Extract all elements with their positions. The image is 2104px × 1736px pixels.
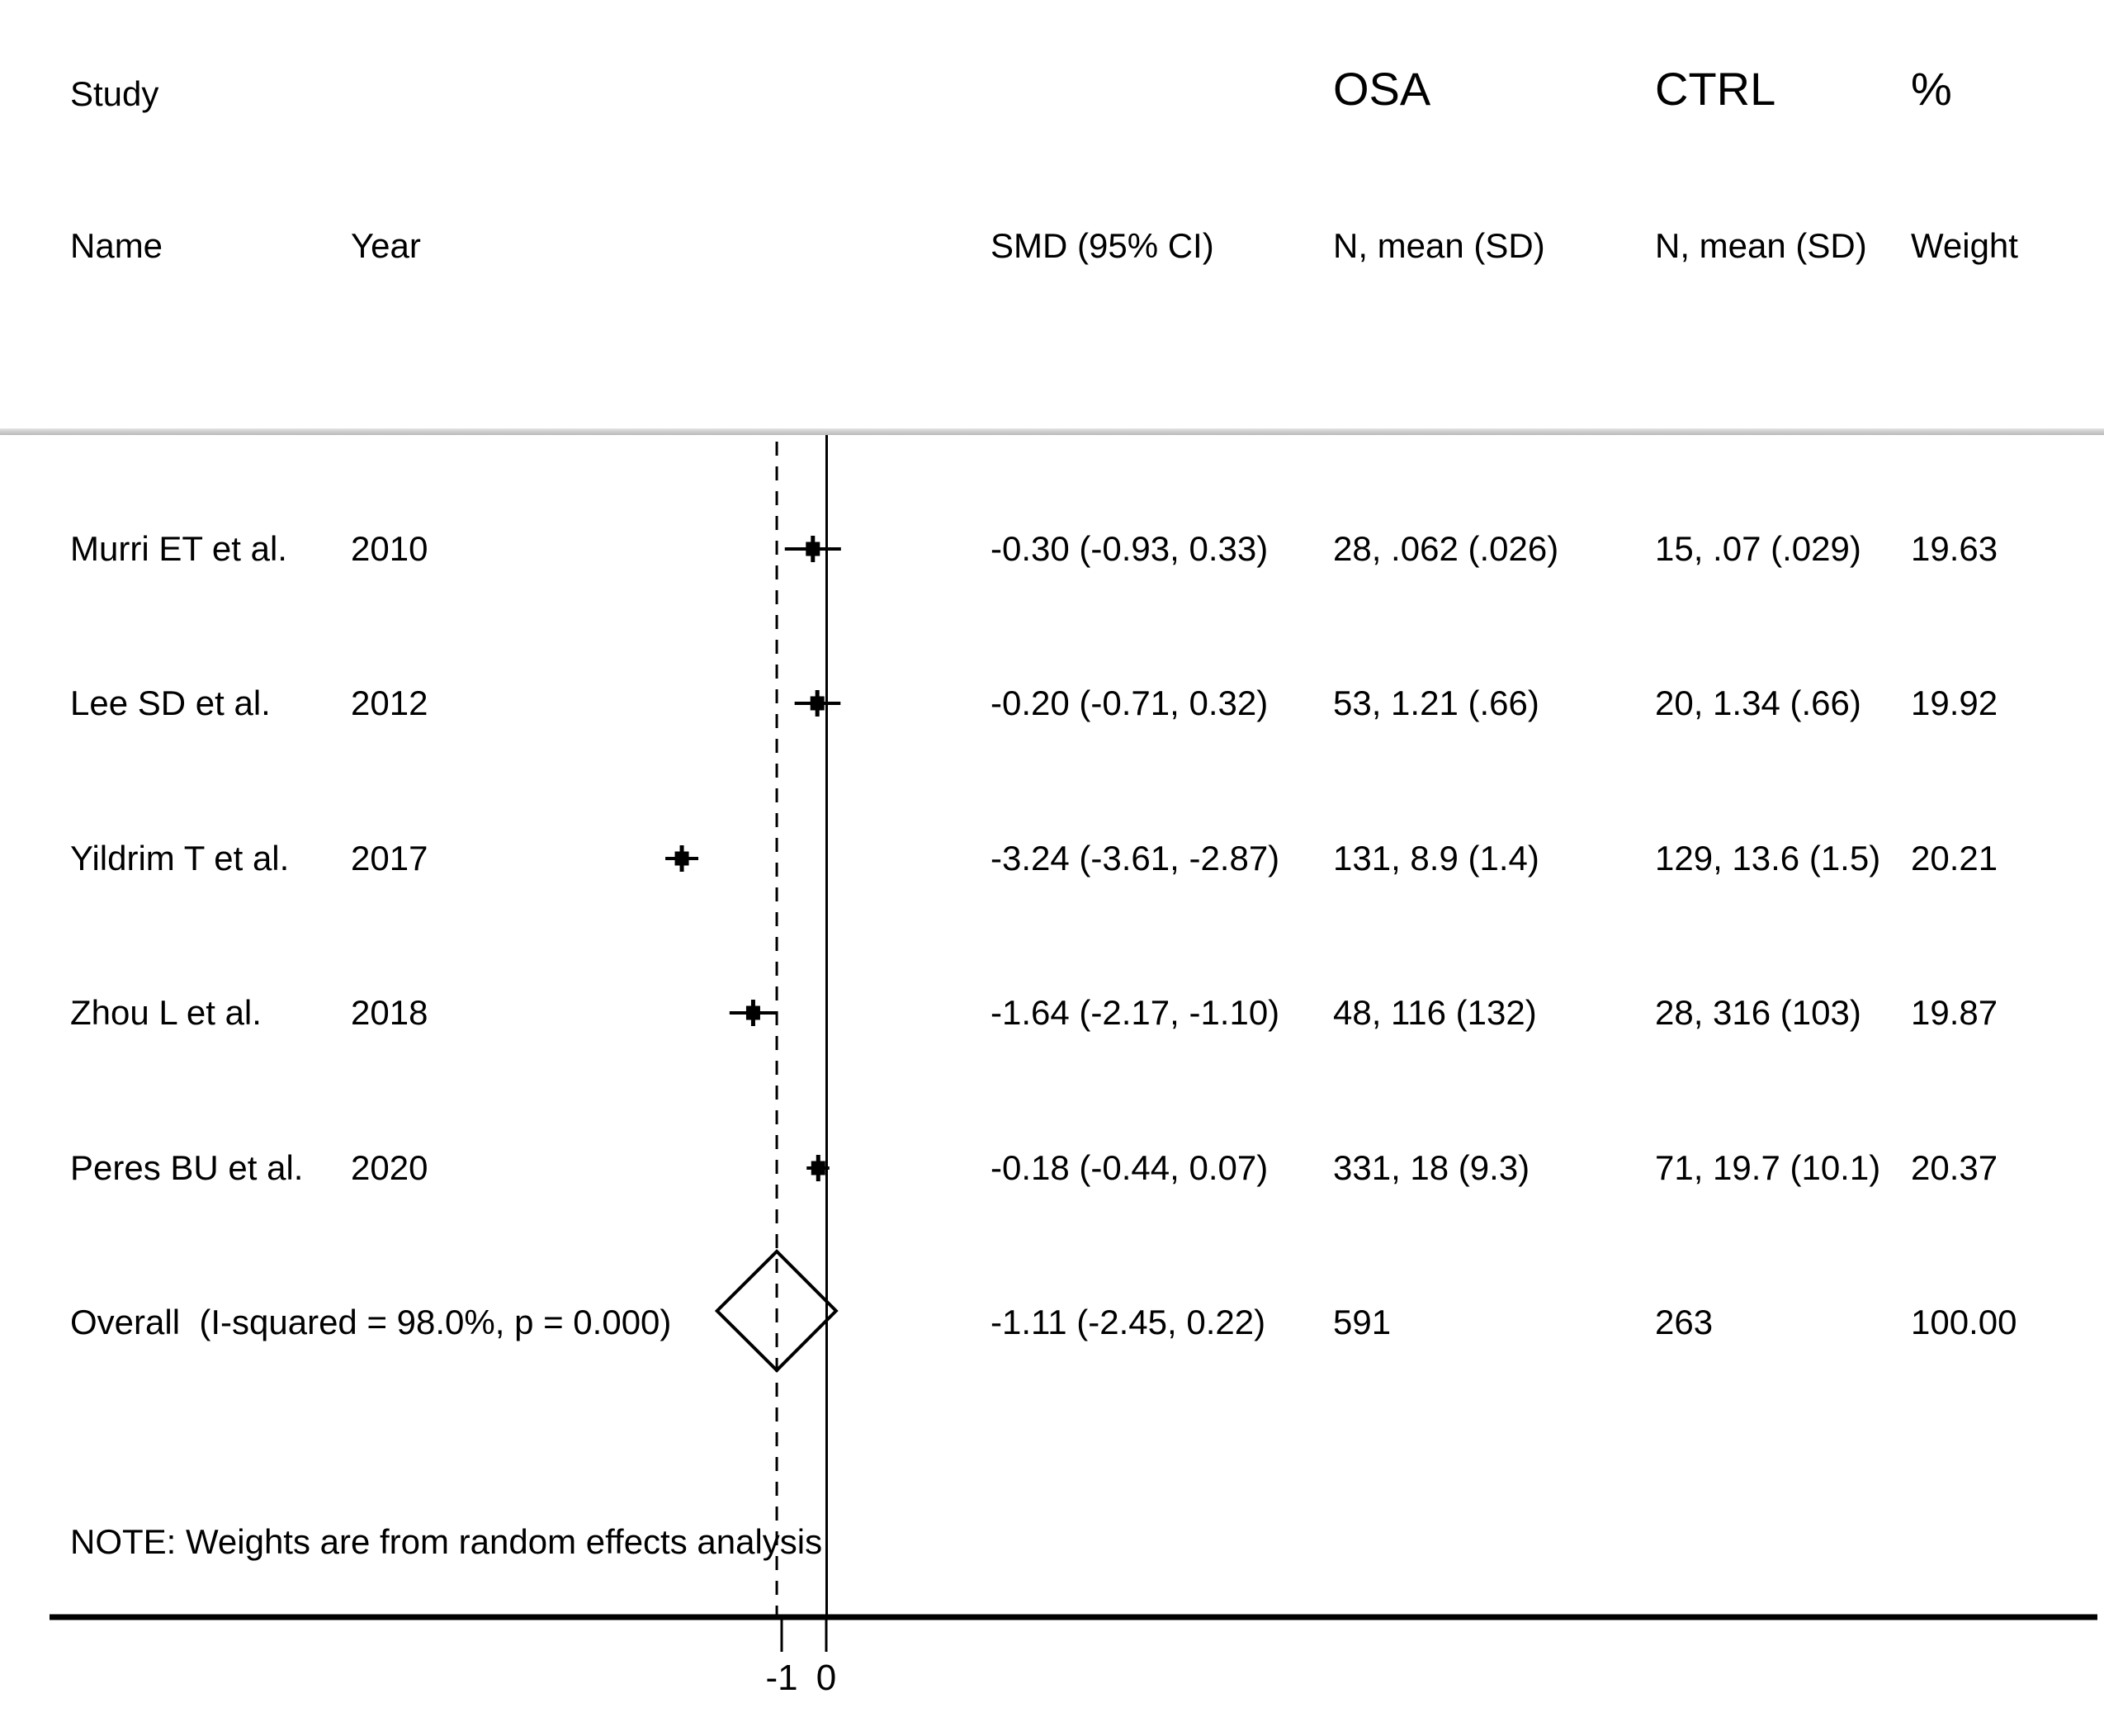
study-name: Peres BU et al. [70, 1148, 304, 1187]
overall-weight: 100.00 [1911, 1303, 2017, 1341]
study-ctrl-n-mean-sd: 28, 316 (103) [1655, 993, 1861, 1032]
x-axis-label-neg1: -1 [765, 1658, 798, 1698]
study-smd-ci: -0.30 (-0.93, 0.33) [991, 529, 1269, 568]
study-ctrl-n-mean-sd: 71, 19.7 (10.1) [1655, 1148, 1881, 1187]
effect-marker-square [811, 1161, 825, 1175]
overall-ctrl-n: 263 [1655, 1303, 1714, 1341]
column-header-osa-n-mean-sd: N, mean (SD) [1333, 226, 1545, 265]
study-weight: 20.21 [1911, 839, 1998, 877]
study-smd-ci: -1.64 (-2.17, -1.10) [991, 993, 1280, 1032]
study-osa-n-mean-sd: 131, 8.9 (1.4) [1333, 839, 1539, 877]
random-effects-note: NOTE: Weights are from random effects analysis [70, 1522, 823, 1561]
column-header-study: Study [70, 74, 159, 113]
study-ctrl-n-mean-sd: 15, .07 (.029) [1655, 529, 1861, 568]
overall-label: Overall (I-squared = 98.0%, p = 0.000) [70, 1303, 672, 1341]
effect-marker-square [811, 697, 825, 711]
study-smd-ci: -0.18 (-0.44, 0.07) [991, 1148, 1269, 1187]
study-year: 2012 [351, 684, 428, 722]
column-header-smd-ci: SMD (95% CI) [991, 226, 1214, 265]
effect-marker-square [746, 1006, 760, 1020]
effect-marker-square [675, 852, 689, 866]
study-ctrl-n-mean-sd: 20, 1.34 (.66) [1655, 684, 1861, 722]
overall-osa-n: 591 [1333, 1303, 1392, 1341]
study-name: Zhou L et al. [70, 993, 262, 1032]
study-name: Lee SD et al. [70, 684, 271, 722]
column-header-ctrl-n-mean-sd: N, mean (SD) [1655, 226, 1867, 265]
study-smd-ci: -0.20 (-0.71, 0.32) [991, 684, 1269, 722]
study-osa-n-mean-sd: 48, 116 (132) [1333, 993, 1537, 1032]
study-weight: 19.63 [1911, 529, 1998, 568]
study-weight: 19.92 [1911, 684, 1998, 722]
study-year: 2010 [351, 529, 428, 568]
column-header-osa-group: OSA [1333, 63, 1431, 115]
overall-smd-ci: -1.11 (-2.45, 0.22) [991, 1303, 1266, 1341]
study-osa-n-mean-sd: 28, .062 (.026) [1333, 529, 1559, 568]
study-osa-n-mean-sd: 331, 18 (9.3) [1333, 1148, 1530, 1187]
study-name: Murri ET et al. [70, 529, 287, 568]
study-name: Yildrim T et al. [70, 839, 290, 877]
column-header-percent: % [1911, 63, 1952, 115]
column-header-name: Name [70, 226, 163, 265]
study-year: 2017 [351, 839, 428, 877]
study-weight: 20.37 [1911, 1148, 1998, 1187]
study-smd-ci: -3.24 (-3.61, -2.87) [991, 839, 1280, 877]
column-header-weight: Weight [1911, 226, 2018, 265]
study-year: 2018 [351, 993, 428, 1032]
study-osa-n-mean-sd: 53, 1.21 (.66) [1333, 684, 1539, 722]
study-weight: 19.87 [1911, 993, 1998, 1032]
effect-marker-square [806, 542, 820, 556]
study-ctrl-n-mean-sd: 129, 13.6 (1.5) [1655, 839, 1881, 877]
column-header-ctrl-group: CTRL [1655, 63, 1776, 115]
column-header-year: Year [351, 226, 421, 265]
x-axis-label-zero: 0 [816, 1658, 837, 1698]
study-year: 2020 [351, 1148, 428, 1187]
